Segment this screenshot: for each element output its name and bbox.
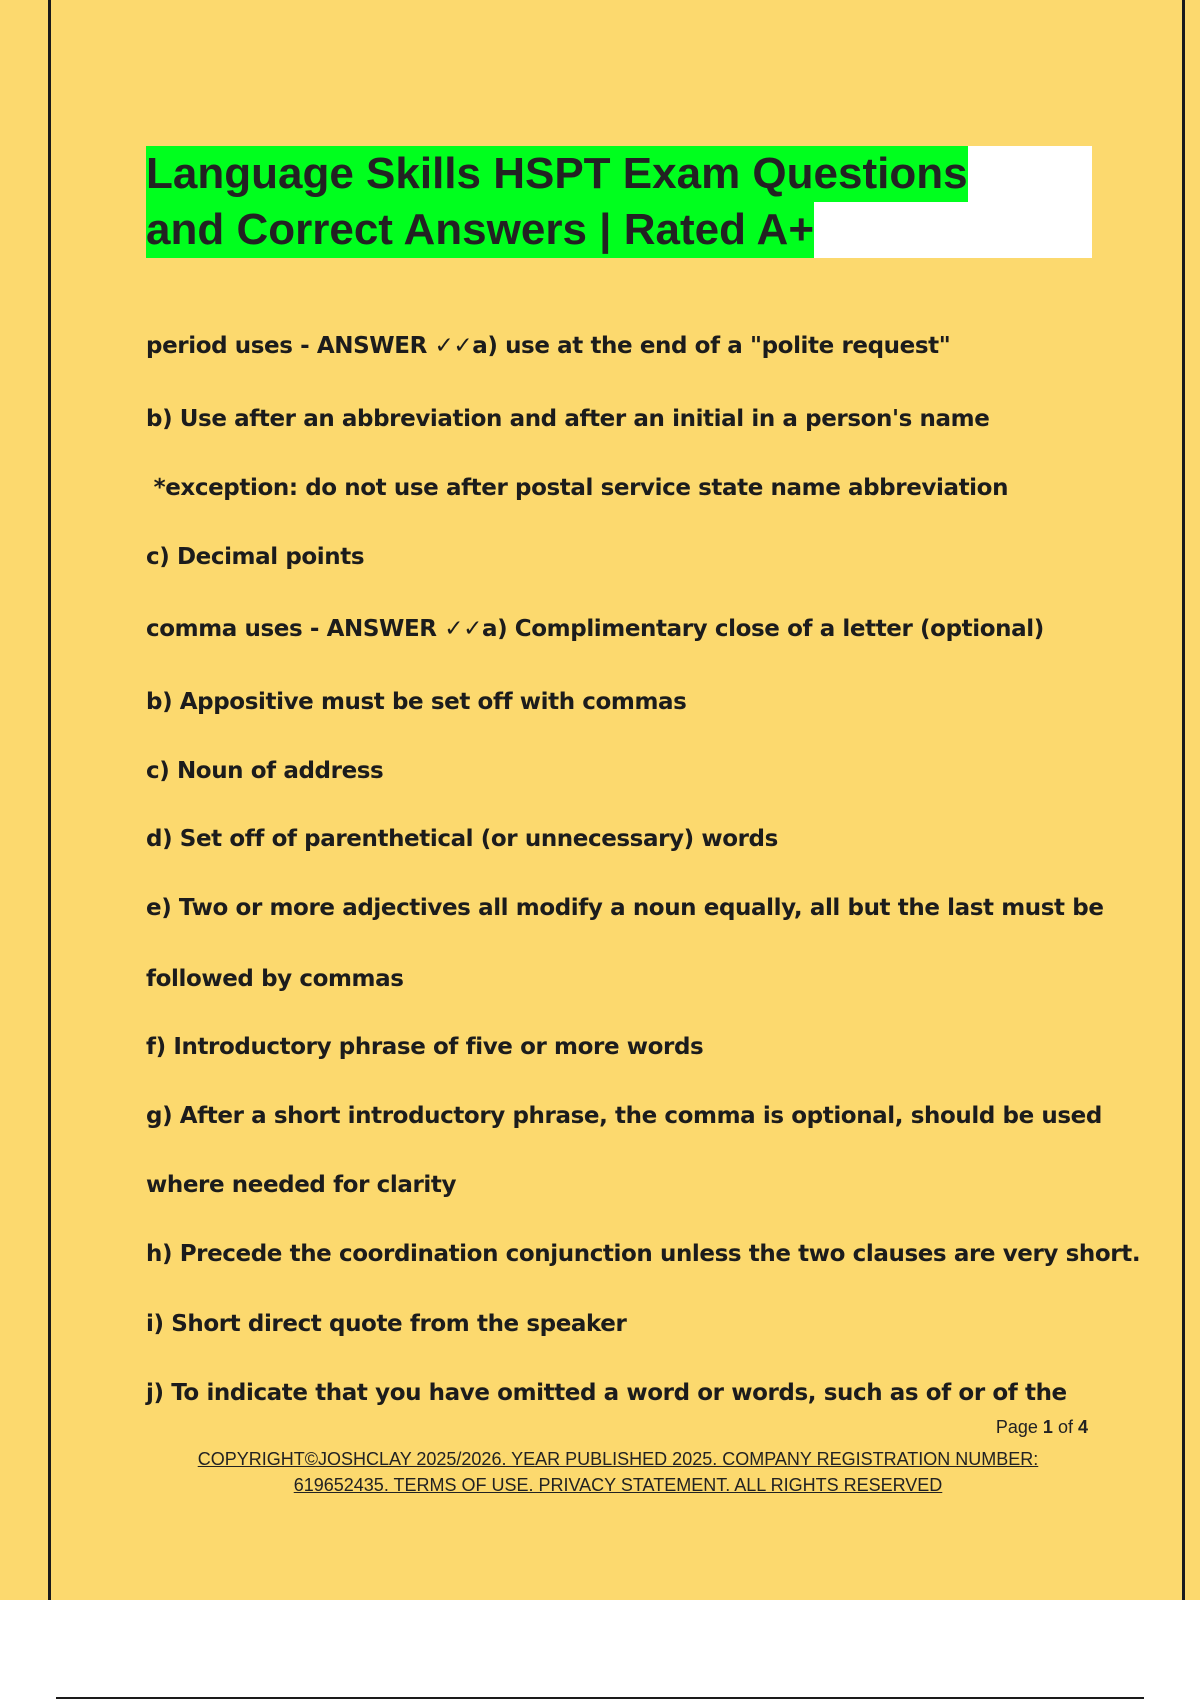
page-number-current: 1 [1042, 1417, 1053, 1437]
content-line: period uses - ANSWER ✓✓a) use at the end of a "polite request" [146, 333, 951, 359]
content-line: c) Decimal points [146, 544, 365, 570]
content-line: c) Noun of address [146, 758, 384, 784]
footer-copyright-line-2: 619652435. TERMS OF USE. PRIVACY STATEMENT. ALL RIGHTS RESERVED [293, 1475, 943, 1495]
content-line: comma uses - ANSWER ✓✓a) Complimentary close of a letter (optional) [146, 616, 1044, 642]
content-line: f) Introductory phrase of five or more words [146, 1034, 704, 1060]
content-line: followed by commas [146, 966, 404, 992]
page-number-total: 4 [1077, 1417, 1088, 1437]
bottom-divider [56, 1697, 1144, 1699]
title-line-1 [146, 146, 1092, 202]
content-line: e) Two or more adjectives all modify a noun equally, all but the last must be [146, 895, 1104, 921]
title-text-2: and Correct Answers | Rated A+ [146, 202, 814, 258]
content-line: g) After a short introductory phrase, the comma is optional, should be used [146, 1103, 1102, 1129]
document-title [146, 146, 1092, 258]
page-number-of: of [1057, 1417, 1073, 1437]
content-line: b) Appositive must be set off with commas [146, 689, 687, 715]
content-line: d) Set off of parenthetical (or unnecessary) words [146, 826, 778, 852]
page-right-border [1182, 0, 1185, 1600]
title-line-2 [146, 202, 1092, 258]
content-line: where needed for clarity [146, 1172, 457, 1198]
page-number-prefix: Page [995, 1417, 1038, 1437]
content-line: i) Short direct quote from the speaker [146, 1311, 627, 1337]
content-line: *exception: do not use after postal service state name abbreviation [146, 475, 1009, 501]
footer-copyright-line-1: COPYRIGHT©JOSHCLAY 2025/2026. YEAR PUBLISHED 2025. COMPANY REGISTRATION NUMBER: [197, 1449, 1039, 1469]
content-line: b) Use after an abbreviation and after an initial in a person's name [146, 406, 990, 432]
content-line: h) Precede the coordination conjunction unless the two clauses are very short. [146, 1241, 1141, 1267]
content-line: j) To indicate that you have omitted a word or words, such as of or of the [146, 1380, 1067, 1406]
page-left-border [48, 0, 51, 1600]
page-number [996, 1417, 1088, 1438]
title-text-1: Language Skills HSPT Exam Questions [146, 146, 968, 202]
